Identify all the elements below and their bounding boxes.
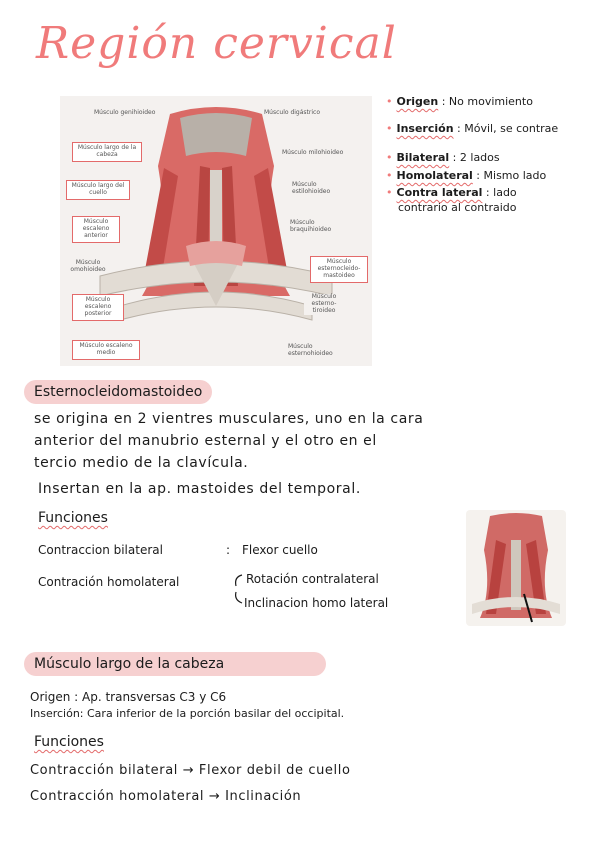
largo-homolateral: Contracción homolateral → Inclinación — [30, 789, 302, 804]
list-item: • Origen : No movimiento — [386, 95, 533, 108]
scm-text-line: Insertan en la ap. mastoides del temporal. — [38, 481, 361, 497]
label-digastrico: Músculo digástrico — [264, 109, 320, 116]
scm-text-line: se origina en 2 vientres musculares, uno en la cara — [34, 411, 424, 427]
largo-funciones-label: Funciones — [34, 734, 104, 750]
list-item: • Homolateral : Mismo lado — [386, 169, 547, 182]
scm-text-line: tercio medio de la clavícula. — [34, 455, 249, 471]
scm-homolateral-label: Contración homolateral — [38, 575, 180, 589]
scm-bilateral-sep: : — [226, 543, 231, 557]
label-esternocleidomastoideo: Músculo esternocleido-mastoideo — [310, 256, 368, 283]
largo-origen: Origen : Ap. transversas C3 y C6 — [30, 690, 227, 704]
label-esternotiroideo: Músculo esterno-tiroideo — [304, 294, 344, 315]
label-escaleno-medio: Músculo escaleno medio — [72, 340, 140, 360]
label-braquihioideo: Músculo braquihioideo — [290, 219, 332, 233]
label-esternohioideo: Músculo esternohioideo — [288, 344, 342, 358]
largo-bilateral: Contracción bilateral → Flexor debil de cuello — [30, 763, 351, 778]
label-largo-cabeza: Músculo largo de la cabeza — [72, 142, 142, 162]
label-escaleno-posterior: Músculo escaleno posterior — [72, 294, 124, 321]
label-estilohioideo: Músculo estilohioideo — [292, 181, 331, 195]
list-item: contrario al contraido — [398, 201, 517, 214]
scm-heading: Esternocleidomastoideo — [24, 380, 212, 404]
neck-muscles-figure — [60, 96, 372, 366]
scm-homolateral-value: Rotación contralateral — [246, 572, 379, 586]
label-genihioideo: Músculo genihioideo — [94, 109, 156, 116]
scm-bilateral-value: Flexor cuello — [242, 543, 318, 557]
label-omohioideo: Músculo omohioideo — [70, 259, 106, 273]
list-item: • Inserción : Móvil, se contrae — [386, 122, 559, 135]
scm-homolateral-value: Inclinacion homo lateral — [244, 596, 389, 610]
label-milohioideo: Músculo milohioideo — [282, 149, 344, 156]
label-largo-cuello: Músculo largo del cuello — [66, 180, 130, 200]
scm-funciones-label: Funciones — [38, 510, 108, 526]
list-item: • Bilateral : 2 lados — [386, 151, 500, 164]
label-escaleno-anterior: Músculo escaleno anterior — [72, 216, 120, 243]
list-item: • Contra lateral : lado — [386, 186, 517, 199]
scm-text-line: anterior del manubrio esternal y el otro en el — [34, 433, 377, 449]
scm-thumbnail-figure — [466, 510, 566, 626]
page-title: Región cervical — [36, 18, 397, 69]
largo-heading: Músculo largo de la cabeza — [24, 652, 326, 676]
scm-thumbnail-illustration — [466, 510, 566, 626]
scm-bilateral-label: Contraccion bilateral — [38, 543, 163, 557]
largo-insercion: Inserción: Cara inferior de la porción basilar del occipital. — [30, 707, 345, 720]
